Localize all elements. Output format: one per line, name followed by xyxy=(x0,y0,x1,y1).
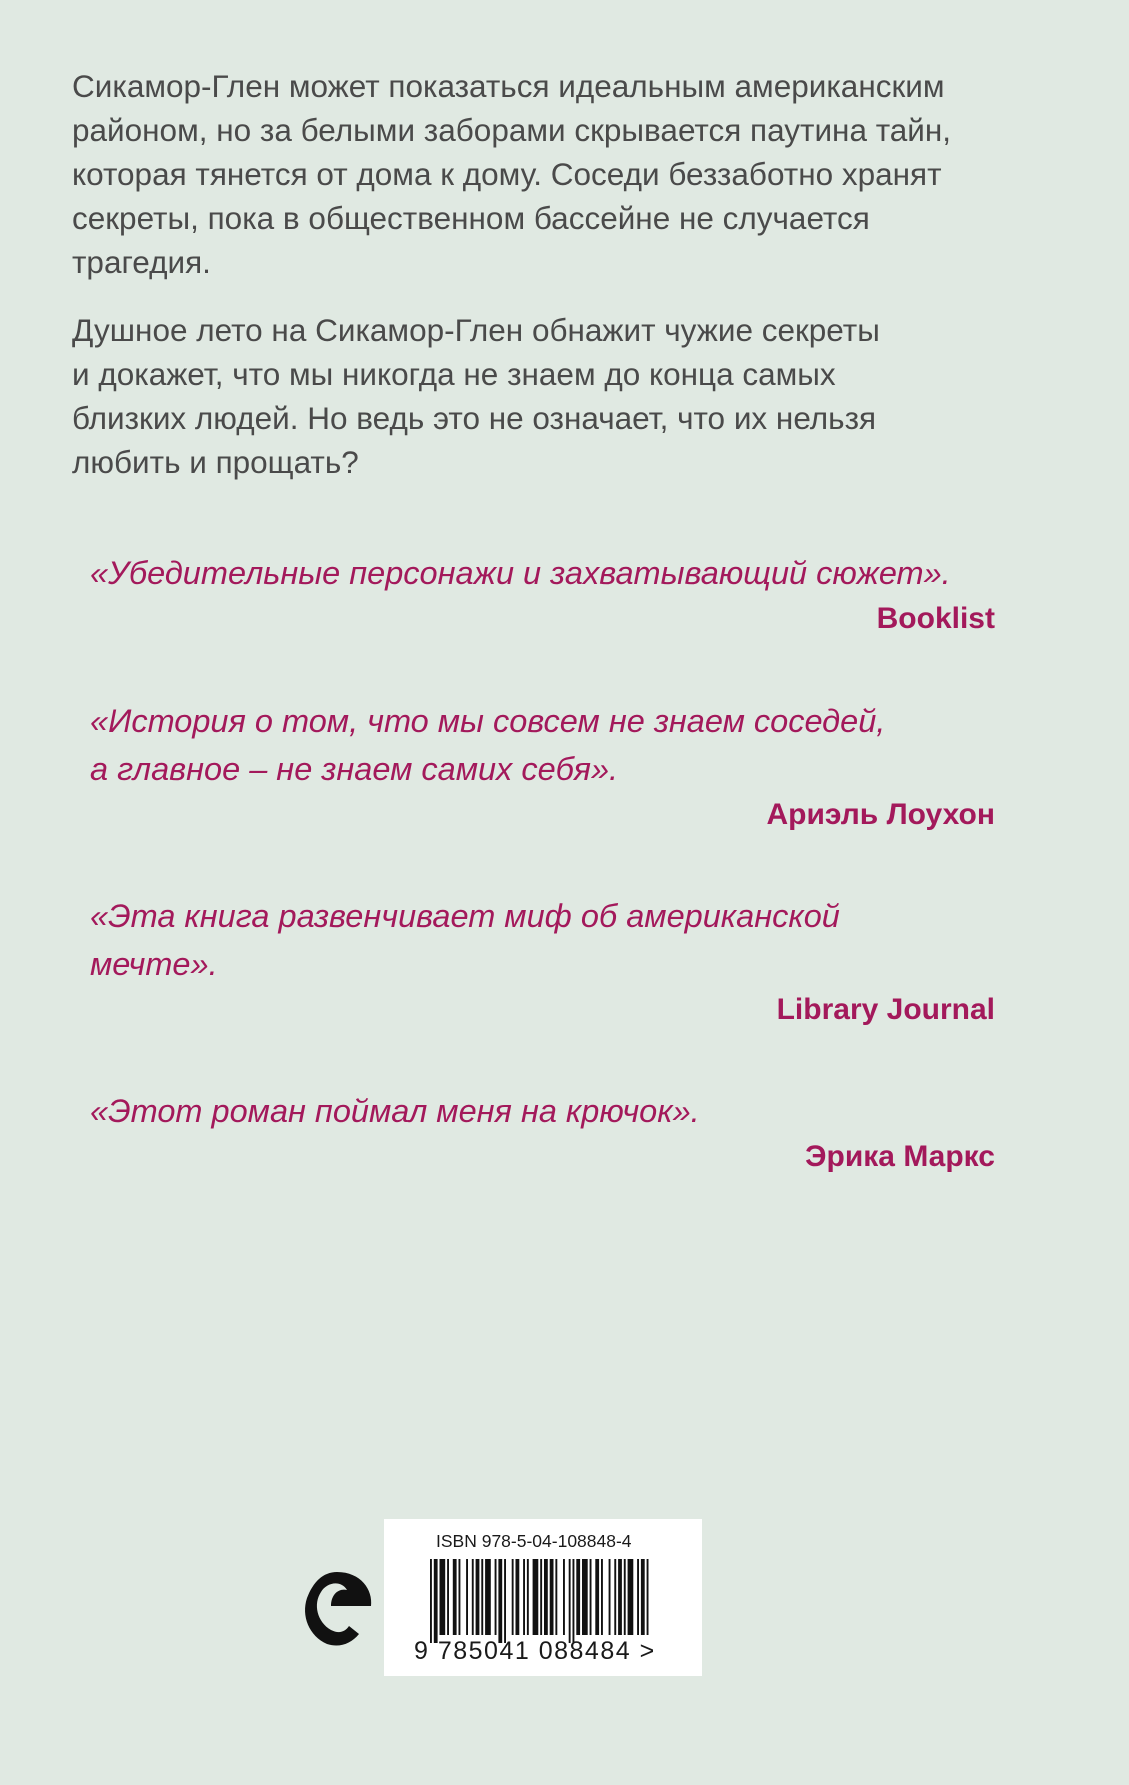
annotation-line: районом, но за белыми заборами скрывается паутина тайн, xyxy=(72,112,952,148)
barcode-bar xyxy=(440,1559,446,1635)
review-quote-booklist xyxy=(90,549,995,641)
barcode-bar xyxy=(430,1559,432,1643)
annotation-line: трагедия. xyxy=(72,244,211,280)
annotation-line: и докажет, что мы никогда не знаем до конца самых xyxy=(72,356,836,392)
barcode-bar xyxy=(595,1559,599,1635)
barcode-bar xyxy=(573,1559,575,1643)
barcode-bar xyxy=(614,1559,616,1635)
quote-line: «Этот роман поймал меня на крючок». xyxy=(90,1093,700,1129)
barcode-bar xyxy=(485,1559,491,1635)
barcode-bar xyxy=(641,1559,645,1635)
barcode-bar xyxy=(563,1559,565,1635)
barcode-bar xyxy=(512,1559,514,1635)
barcode-bar xyxy=(523,1559,525,1635)
barcode-bar xyxy=(540,1559,542,1635)
quote-author: Ариэль Лоухон xyxy=(766,798,995,831)
barcode-bar xyxy=(466,1559,468,1635)
isbn-label: ISBN 978-5-04-108848-4 xyxy=(436,1531,632,1551)
quote-author: Library Journal xyxy=(776,993,995,1026)
annotation-paragraph-2 xyxy=(72,308,1072,484)
review-quote-ariel-lawhon xyxy=(90,697,995,837)
barcode-bar xyxy=(434,1559,438,1643)
barcode-bar xyxy=(609,1559,611,1635)
barcode-bar xyxy=(481,1559,483,1635)
review-quote-erika-marks xyxy=(90,1087,995,1179)
annotation-line: Душное лето на Сикамор-Глен обнажит чужие секреты xyxy=(72,312,880,348)
barcode-bar xyxy=(628,1559,634,1635)
barcode-bar xyxy=(637,1559,639,1635)
quote-text xyxy=(90,1087,995,1135)
annotation-line: Сикамор-Глен может показаться идеальным американским xyxy=(72,68,945,104)
barcode-bar xyxy=(498,1559,502,1643)
barcode-bar xyxy=(590,1559,592,1635)
barcode-bar xyxy=(447,1559,449,1635)
barcode-bar xyxy=(495,1559,497,1635)
quote-line: «Убедительные персонажи и захватывающий сюжет». xyxy=(90,555,951,591)
barcode-bar xyxy=(453,1559,457,1635)
annotation-line: любить и прощать? xyxy=(72,444,359,480)
barcode-bar xyxy=(544,1559,548,1635)
barcode-bar xyxy=(504,1559,506,1643)
quote-text xyxy=(90,892,995,988)
isbn-barcode xyxy=(384,1519,702,1676)
quote-text xyxy=(90,697,995,793)
quote-line: а главное – не знаем самих себя». xyxy=(90,751,619,787)
barcode-digits: 9 785041 088484 > xyxy=(414,1637,656,1665)
barcode-bar xyxy=(533,1559,539,1635)
barcode-bar xyxy=(476,1559,480,1635)
annotation-line: близких людей. Но ведь это не означает, что их нельзя xyxy=(72,400,877,436)
quote-line: «История о том, что мы совсем не знаем соседей, xyxy=(90,703,886,739)
quote-author: Booklist xyxy=(876,602,995,635)
annotation-line: которая тянется от дома к дому. Соседи беззаботно хранят xyxy=(72,156,942,192)
barcode-bar xyxy=(582,1559,588,1635)
quote-text xyxy=(90,549,995,597)
barcode-bar xyxy=(576,1559,580,1635)
quote-line: «Эта книга развенчивает миф об американской xyxy=(90,898,840,934)
barcode-bar xyxy=(516,1559,520,1635)
barcode-bar xyxy=(459,1559,461,1635)
barcode-bar xyxy=(601,1559,603,1635)
annotation-paragraph-1 xyxy=(72,64,1072,284)
barcode-bar xyxy=(472,1559,474,1635)
barcode-bar xyxy=(647,1559,649,1635)
quote-author: Эрика Маркс xyxy=(805,1140,995,1173)
barcode-bar xyxy=(555,1559,557,1635)
barcode-bar xyxy=(618,1559,622,1635)
barcode-bar xyxy=(527,1559,529,1635)
review-quote-library-journal xyxy=(90,892,995,1032)
quote-line: мечте». xyxy=(90,946,218,982)
eksmo-logo-icon xyxy=(301,1566,377,1648)
barcode-bar xyxy=(569,1559,571,1643)
annotation-line: секреты, пока в общественном бассейне не случается xyxy=(72,200,870,236)
barcode-bar xyxy=(624,1559,626,1635)
barcode-bar xyxy=(550,1559,554,1635)
book-annotation xyxy=(72,64,1072,508)
